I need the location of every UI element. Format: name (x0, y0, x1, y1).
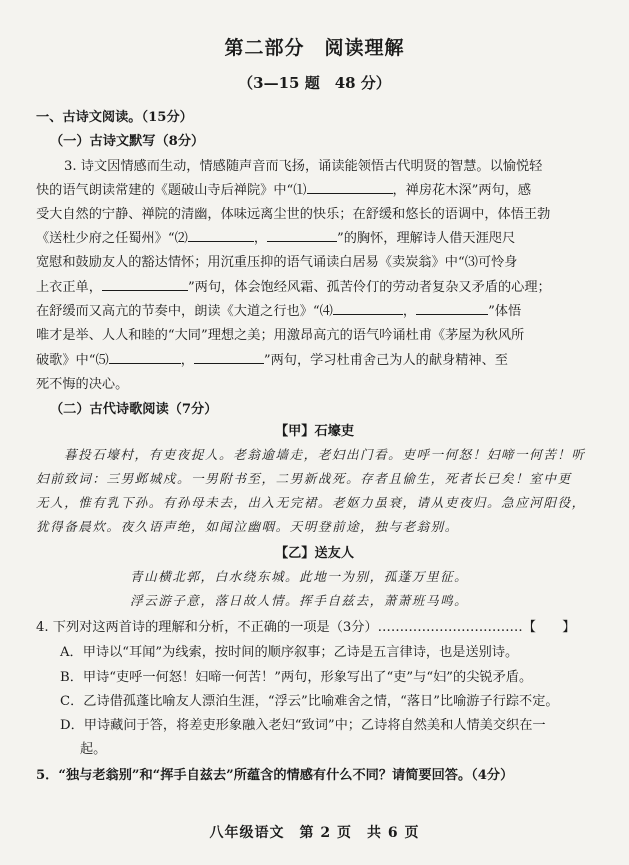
q3-text: 快的语气朗读常建的《题破山寺后禅院》中“⑴ (36, 183, 307, 198)
q3-line-3: 受大自然的宁静、禅院的清幽，体味远离尘世的快乐；在舒缓和悠长的语调中，体悟王勃 (36, 207, 551, 222)
q3-text: ”的胸怀，理解诗人借天涯咫尺 (337, 231, 516, 246)
poem-b-line: 青山横北郭，白水绕东城。此地一为别，孤蓬万里征。 (130, 569, 469, 584)
q3-line-4 (36, 227, 515, 246)
poem-a-title: 【甲】石壕吏 (274, 424, 355, 439)
answer-blank-4b[interactable] (416, 302, 488, 315)
q3-line-10: 死不悔的决心。 (36, 377, 129, 392)
q4-option-c[interactable]: C．乙诗借孤蓬比喻友人漂泊生涯，“浮云”比喻难舍之情，“落日”比喻游子行踪不定。 (60, 694, 559, 709)
poem-b-line: 浮云游子意，落日故人情。挥手自兹去，萧萧班马鸣。 (130, 593, 469, 608)
q3-line-9 (36, 349, 508, 368)
q3-line-8: 唯才是举、人人和睦的“大同”理想之美；用激昂高亢的语气吟诵杜甫《茅屋为秋风所 (36, 328, 525, 343)
answer-blank-4a[interactable] (333, 302, 403, 315)
q4-stem: 4. 下列对这两首诗的理解和分析，不正确的一项是（3分）……………………………【 】 (36, 620, 576, 635)
q4-option-d-continued: 起。 (80, 742, 107, 757)
section1-heading: 一、古诗文阅读。（15分） (36, 110, 193, 125)
part2-heading: （二）古代诗歌阅读（7分） (50, 402, 218, 417)
q3-line-5: 宽慰和鼓励友人的豁达情怀；用沉重压抑的语气诵读白居易《卖炭翁》中“⑶可怜身 (36, 255, 518, 270)
q3-text: 在舒缓而又高亢的节奏中，朗读《大道之行也》“⑷ (36, 304, 333, 319)
answer-blank-5a[interactable] (109, 351, 181, 364)
poem-a-line: 暮投石壕村，有吏夜捉人。老翁逾墙走，老妇出门看。吏呼一何怒！妇啼一何苦！听 (64, 447, 586, 462)
page-footer: 八年级语文 第 2 页 共 6 页 (209, 825, 420, 841)
answer-blank-3[interactable] (102, 278, 188, 291)
q4-option-a[interactable]: A．甲诗以“耳闻”为线索，按时间的顺序叙事；乙诗是五言律诗，也是送别诗。 (60, 645, 519, 660)
poem-a-line: 妇前致词：三男邺城戍。一男附书至，二男新战死。存者且偷生，死者长已矣！室中更 (36, 471, 572, 486)
q3-text: ”两句，体会饱经风霜、孤苦伶仃的劳动者复杂又矛盾的心理； (187, 280, 551, 295)
q3-line-6 (36, 276, 551, 295)
q3-text: 《送杜少府之任蜀州》“⑵ (36, 231, 188, 246)
q3-text: ， (180, 353, 194, 368)
q3-text: 破歌》中“⑸ (36, 353, 109, 368)
q3-text: ， (253, 231, 267, 246)
q5-stem: 5．“独与老翁别”和“挥手自兹去”所蕴含的情感有什么不同？请简要回答。（4分） (36, 768, 514, 783)
q3-text: ”体悟 (488, 304, 522, 319)
q3-text: ， (402, 304, 417, 319)
answer-blank-2a[interactable] (188, 229, 254, 242)
q3-text: ，禅房花木深”两句，感 (392, 183, 532, 198)
q3-line-2 (36, 179, 531, 198)
answer-blank-2b[interactable] (267, 229, 337, 242)
q3-text: ”两句，学习杜甫舍己为人的献身精神、至 (263, 353, 508, 368)
page-subtitle: （3—15 题 48 分） (238, 74, 391, 92)
poem-b-title: 【乙】送友人 (274, 546, 355, 561)
q4-option-b[interactable]: B．甲诗“吏呼一何怒！妇啼一何苦！”两句，形象写出了“吏”与“妇”的尖锐矛盾。 (60, 670, 533, 685)
answer-blank-5b[interactable] (194, 351, 264, 364)
q3-line-7 (36, 300, 521, 319)
part1-heading: （一）古诗文默写（8分） (50, 134, 205, 149)
q4-option-d[interactable]: D．甲诗藏问于答，将差吏形象融入老妇“致词”中；乙诗将自然美和人情美交织在一 (60, 718, 546, 733)
q3-text: 上衣正单， (36, 280, 102, 295)
poem-a-line: 犹得备晨炊。夜久语声绝，如闻泣幽咽。天明登前途，独与老翁别。 (36, 519, 459, 534)
page-title: 第二部分 阅读理解 (224, 37, 405, 59)
q3-line-1: 3. 诗文因情感而生动，情感随声音而飞扬，诵读能领悟古代明贤的智慧。以愉悦轻 (64, 159, 543, 174)
answer-blank-1[interactable] (307, 181, 393, 194)
poem-a-line: 无人，惟有乳下孙。有孙母未去，出入无完裙。老妪力虽衰，请从吏夜归。急应河阳役， (36, 495, 586, 510)
